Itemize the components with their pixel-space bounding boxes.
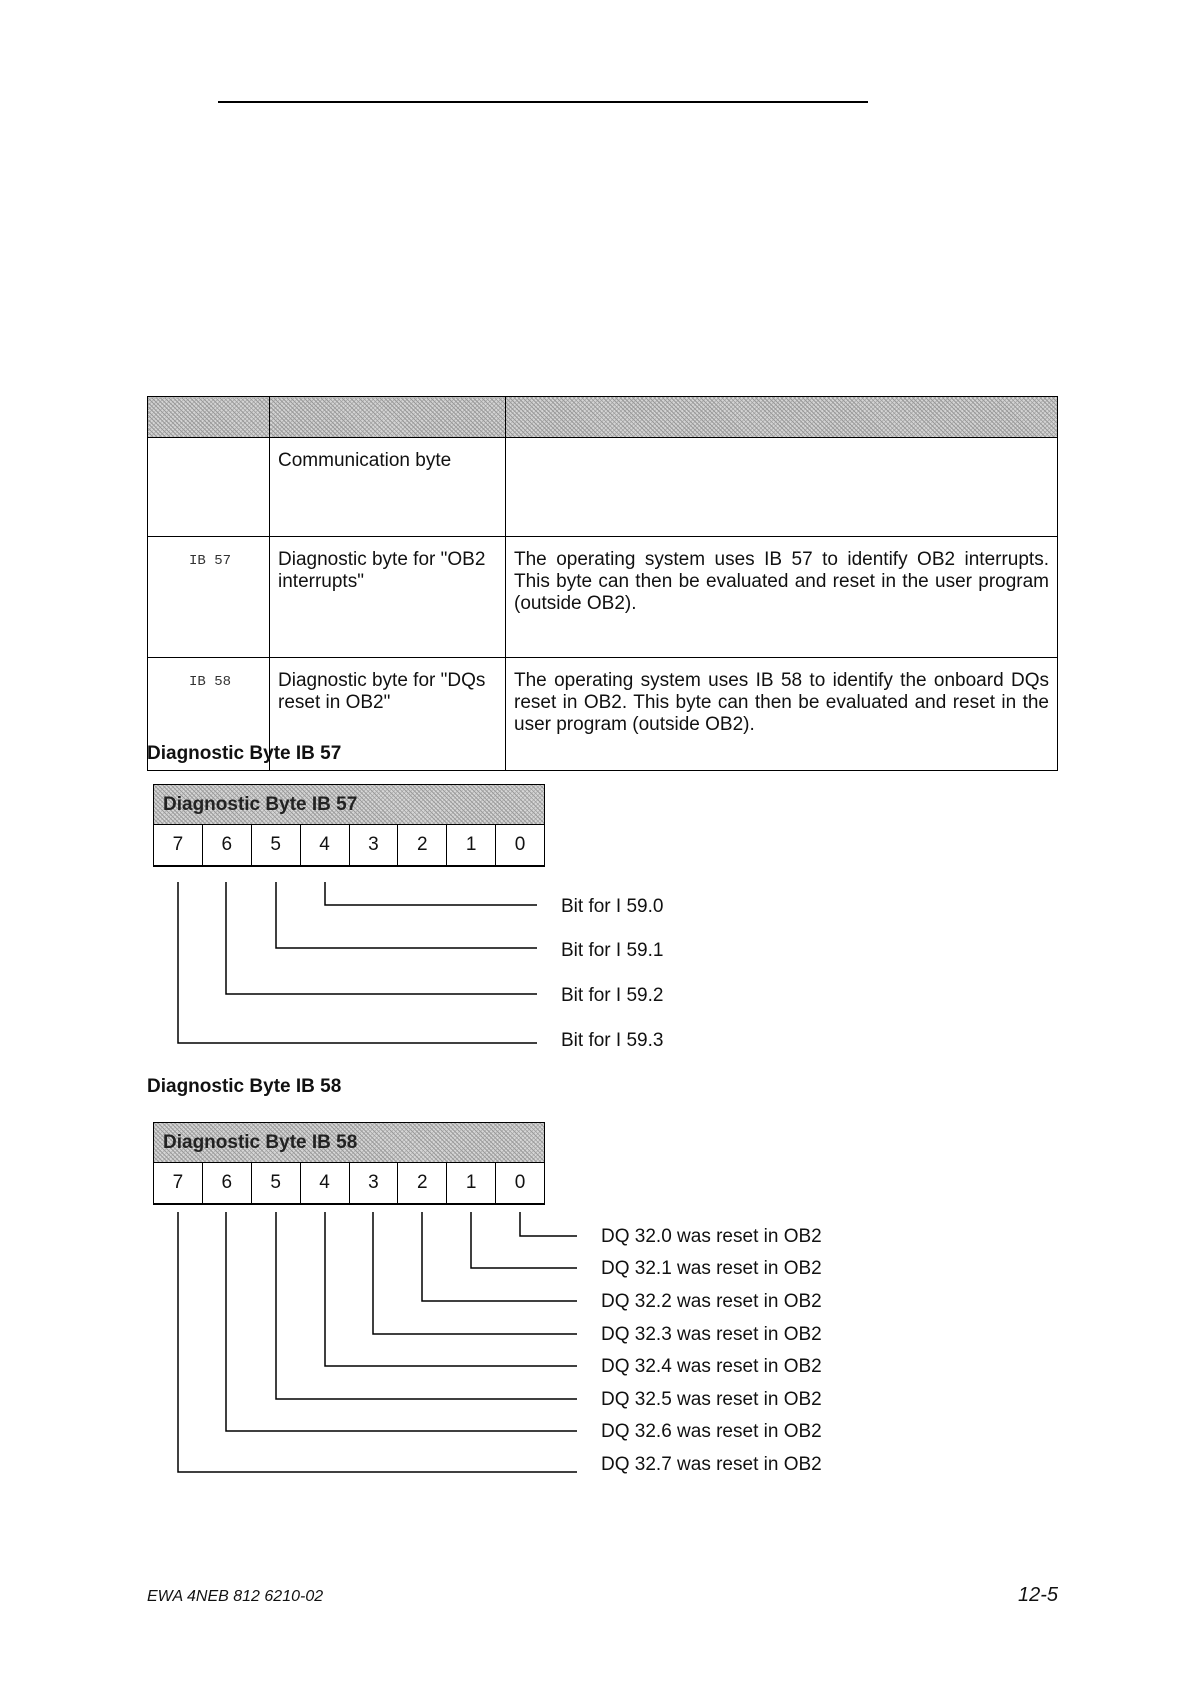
ib58-legend-item: DQ 32.7 was reset in OB2	[601, 1454, 822, 1475]
ib57-connector-bit2	[276, 882, 537, 948]
bit-cell: 7	[154, 1163, 203, 1203]
table-cell-name: Diagnostic byte for "DQs reset in OB2"	[270, 658, 506, 771]
ib57-legend-item: Bit for I 59.2	[561, 985, 664, 1006]
bit-cell: 5	[252, 825, 301, 865]
ib58-connector-bit6	[226, 1212, 577, 1431]
ib57-connector-bit3	[325, 882, 537, 905]
ib58-bit-box	[153, 1122, 545, 1205]
bit-cell: 6	[203, 825, 252, 865]
table-cell-description: The operating system uses IB 58 to identify the onboard DQs reset in OB2. This byte can then be evaluated and reset in the user program (outside OB2).	[506, 658, 1058, 771]
table-cell-address: IB 57	[148, 537, 270, 658]
ib58-legend-item: DQ 32.1 was reset in OB2	[601, 1258, 822, 1279]
bit-cell: 1	[447, 1163, 496, 1203]
table-cell-description: The operating system uses IB 57 to identify OB2 interrupts. This byte can then be evaluated and reset in the user program (outside OB2).	[506, 537, 1058, 658]
ib58-connector-bit1	[471, 1212, 577, 1268]
ib58-legend-item: DQ 32.0 was reset in OB2	[601, 1226, 822, 1247]
ib58-connector-bit3	[373, 1212, 577, 1334]
bit-cell: 3	[350, 1163, 399, 1203]
ib58-legend-item: DQ 32.2 was reset in OB2	[601, 1291, 822, 1312]
ib58-legend-item: DQ 32.6 was reset in OB2	[601, 1421, 822, 1442]
bit-cell: 0	[496, 825, 545, 865]
ib58-legend-item: DQ 32.5 was reset in OB2	[601, 1389, 822, 1410]
ib58-connector-bit0	[520, 1212, 577, 1236]
ib57-heading: Diagnostic Byte IB 57	[147, 743, 342, 764]
ib57-legend-item: Bit for I 59.1	[561, 940, 664, 961]
table-cell-address: IB 58	[148, 658, 270, 771]
bit-cell: 5	[252, 1163, 301, 1203]
bit-cell: 2	[398, 825, 447, 865]
ib57-box-title: Diagnostic Byte IB 57	[153, 784, 545, 824]
bit-cell: 7	[154, 825, 203, 865]
bit-cell: 6	[203, 1163, 252, 1203]
bit-cell: 0	[496, 1163, 545, 1203]
bit-cell: 2	[398, 1163, 447, 1203]
footer-page-number: 12-5	[1018, 1584, 1059, 1606]
ib58-connector-bit4	[325, 1212, 577, 1366]
ib57-connector-bit1	[226, 882, 537, 994]
ib58-connector-bit2	[422, 1212, 577, 1301]
ib58-legend-item: DQ 32.3 was reset in OB2	[601, 1324, 822, 1345]
bit-cell: 1	[447, 825, 496, 865]
bit-cell: 4	[301, 825, 350, 865]
footer-doc-id: EWA 4NEB 812 6210-02	[147, 1588, 324, 1605]
table-cell-name: Diagnostic byte for "OB2 interrupts"	[270, 537, 506, 658]
ib58-connector-bit5	[276, 1212, 577, 1399]
ib57-connector-bit0	[178, 882, 537, 1043]
ib57-legend-item: Bit for I 59.0	[561, 896, 664, 917]
ib58-bit-row	[153, 1162, 545, 1205]
bit-cell: 3	[350, 825, 399, 865]
ib58-connector-bit7	[178, 1212, 577, 1472]
ib58-legend-item: DQ 32.4 was reset in OB2	[601, 1356, 822, 1377]
ib58-box-title: Diagnostic Byte IB 58	[153, 1122, 545, 1162]
bit-cell: 4	[301, 1163, 350, 1203]
ib58-heading: Diagnostic Byte IB 58	[147, 1076, 342, 1097]
ib57-legend-item: Bit for I 59.3	[561, 1030, 664, 1051]
table-cell-name: Communication byte	[270, 438, 506, 537]
